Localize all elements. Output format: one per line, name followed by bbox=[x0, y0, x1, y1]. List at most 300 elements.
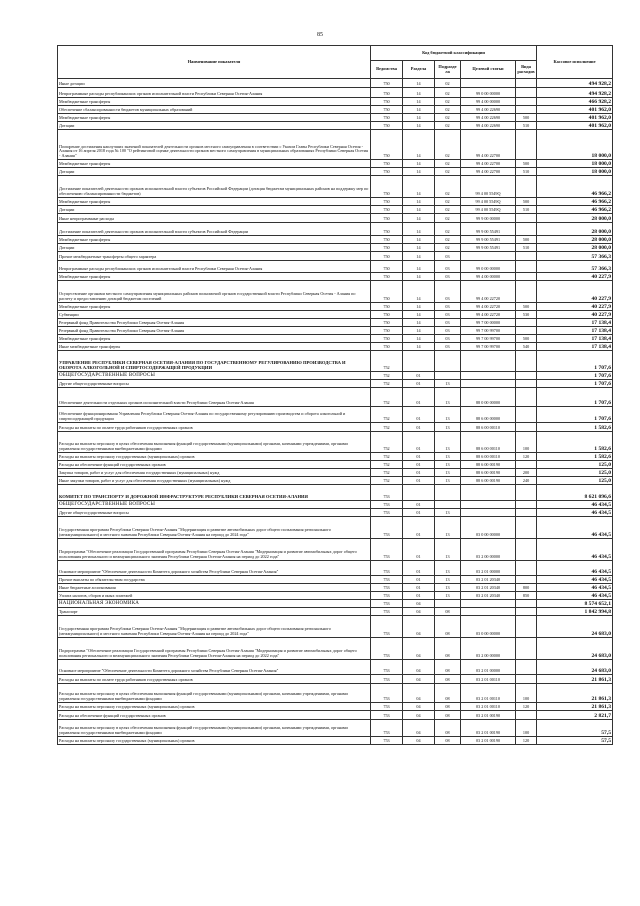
cell-amount: 21 861,3 bbox=[537, 684, 613, 703]
cell-subsection-code: 02 bbox=[435, 79, 461, 88]
cell-amount: 8 574 652,1 bbox=[537, 600, 613, 608]
cell-target-article-code: 03 2 01 20340 bbox=[461, 584, 516, 592]
cell-section-code: 01 bbox=[403, 517, 435, 539]
cell-department-code: 750 bbox=[371, 236, 403, 244]
cell-department-code: 753 bbox=[371, 584, 403, 592]
cell-section-code: 14 bbox=[403, 88, 435, 98]
cell-target-article-code bbox=[461, 252, 516, 261]
cell-section-code: 04 bbox=[403, 660, 435, 675]
cell-section-code: 14 bbox=[403, 252, 435, 261]
cell-amount: 8 621 096,6 bbox=[537, 485, 613, 501]
cell-expense-type-code bbox=[516, 616, 537, 638]
cell-subsection-code: 02 bbox=[435, 114, 461, 122]
cell-amount: 125,0 bbox=[537, 477, 613, 485]
cell-department-code: 752 bbox=[371, 432, 403, 453]
cell-name: Уплата налогов, сборов и иных платежей bbox=[58, 592, 371, 600]
cell-department-code: 753 bbox=[371, 592, 403, 600]
table-row bbox=[58, 608, 613, 616]
cell-department-code: 753 bbox=[371, 660, 403, 675]
cell-name: Межбюджетные трансферты bbox=[58, 236, 371, 244]
cell-expense-type-code bbox=[516, 130, 537, 160]
cell-department-code: 750 bbox=[371, 319, 403, 327]
cell-subsection-code: 03 bbox=[435, 273, 461, 281]
cell-target-article-code: 99 4 00 5549Q bbox=[461, 206, 516, 214]
cell-name: Иные непрограммные расходы bbox=[58, 214, 371, 223]
cell-department-code: 750 bbox=[371, 114, 403, 122]
cell-expense-type-code: 850 bbox=[516, 592, 537, 600]
cell-target-article-code: 03 2 01 00110 bbox=[461, 703, 516, 711]
cell-name: Основное мероприятие "Обеспечение деятельности Комитета дорожного хозяйства Республики Северная Осетия-Алания" bbox=[58, 660, 371, 675]
cell-target-article-code bbox=[461, 380, 516, 388]
cell-target-article-code: 99 4 00 22690 bbox=[461, 106, 516, 114]
cell-section-code: 04 bbox=[403, 638, 435, 660]
cell-amount: 1 582,6 bbox=[537, 453, 613, 461]
cell-amount: 40 227,9 bbox=[537, 273, 613, 281]
cell-section-code bbox=[403, 351, 435, 372]
cell-target-article-code: 03 2 01 00190 bbox=[461, 711, 516, 720]
cell-name: ОБЩЕГОСУДАРСТВЕННЫЕ ВОПРОСЫ bbox=[58, 372, 371, 380]
cell-name: Обеспечение деятельности отдельных органов исполнительной власти Республики Северная Осетия-Алания bbox=[58, 388, 371, 407]
cell-department-code: 752 bbox=[371, 380, 403, 388]
cell-target-article-code: 88 6 00 00110 bbox=[461, 432, 516, 453]
cell-target-article-code: 03 2 01 00000 bbox=[461, 561, 516, 576]
cell-section-code: 01 bbox=[403, 432, 435, 453]
table-row bbox=[58, 461, 613, 469]
cell-subsection-code: 03 bbox=[435, 311, 461, 319]
cell-target-article-code: 99 4 00 22700 bbox=[461, 168, 516, 176]
table-row bbox=[58, 684, 613, 703]
cell-section-code: 01 bbox=[403, 372, 435, 380]
cell-target-article-code: 99 4 00 22720 bbox=[461, 303, 516, 311]
cell-target-article-code: 88 6 00 00000 bbox=[461, 407, 516, 423]
cell-subsection-code: 02 bbox=[435, 98, 461, 106]
cell-subsection-code: 08 bbox=[435, 684, 461, 703]
cell-section-code: 14 bbox=[403, 273, 435, 281]
cell-subsection-code: 13 bbox=[435, 592, 461, 600]
cell-department-code: 752 bbox=[371, 388, 403, 407]
cell-section-code: 04 bbox=[403, 600, 435, 608]
cell-subsection-code: 03 bbox=[435, 335, 461, 343]
cell-name: Достижение показателей деятельности органов исполнительной власти субъектов Российской Федерации (дотация бюджетам муниципальных районов на поддержку мер по обеспечению сбалансированности бюджетов) bbox=[58, 176, 371, 198]
cell-department-code: 753 bbox=[371, 616, 403, 638]
cell-name: Межбюджетные трансферты bbox=[58, 273, 371, 281]
cell-expense-type-code: 510 bbox=[516, 244, 537, 252]
cell-department-code: 752 bbox=[371, 469, 403, 477]
cell-section-code: 14 bbox=[403, 79, 435, 88]
cell-subsection-code bbox=[435, 600, 461, 608]
cell-amount: 17 138,4 bbox=[537, 343, 613, 351]
header-budget-codes: Код бюджетной классификации bbox=[371, 46, 537, 61]
cell-department-code: 750 bbox=[371, 130, 403, 160]
cell-section-code: 01 bbox=[403, 539, 435, 561]
cell-amount: 1 707,6 bbox=[537, 407, 613, 423]
cell-expense-type-code bbox=[516, 461, 537, 469]
cell-department-code: 750 bbox=[371, 160, 403, 168]
cell-name: Обеспечение сбалансированности бюджетов муниципальных образований bbox=[58, 106, 371, 114]
cell-name: НАЦИОНАЛЬНАЯ ЭКОНОМИКА bbox=[58, 600, 371, 608]
cell-subsection-code: 02 bbox=[435, 214, 461, 223]
cell-expense-type-code bbox=[516, 660, 537, 675]
cell-target-article-code bbox=[461, 509, 516, 517]
cell-expense-type-code bbox=[516, 176, 537, 198]
cell-name: Иные бюджетные ассигнования bbox=[58, 584, 371, 592]
cell-expense-type-code bbox=[516, 608, 537, 616]
cell-department-code: 753 bbox=[371, 509, 403, 517]
cell-subsection-code: 03 bbox=[435, 281, 461, 303]
cell-section-code: 04 bbox=[403, 675, 435, 684]
cell-amount: 2 821,7 bbox=[537, 711, 613, 720]
cell-expense-type-code bbox=[516, 501, 537, 509]
cell-expense-type-code: 120 bbox=[516, 703, 537, 711]
cell-subsection-code: 13 bbox=[435, 380, 461, 388]
cell-target-article-code bbox=[461, 372, 516, 380]
cell-department-code: 750 bbox=[371, 311, 403, 319]
cell-name: Расходы на выплаты персоналу государственных (муниципальных) органов bbox=[58, 453, 371, 461]
cell-amount: 21 861,3 bbox=[537, 675, 613, 684]
cell-subsection-code: 02 bbox=[435, 168, 461, 176]
table-row bbox=[58, 561, 613, 576]
cell-department-code: 753 bbox=[371, 485, 403, 501]
cell-section-code: 14 bbox=[403, 244, 435, 252]
cell-name: Межбюджетные трансферты bbox=[58, 98, 371, 106]
cell-department-code: 752 bbox=[371, 461, 403, 469]
cell-name: Транспорт bbox=[58, 608, 371, 616]
cell-target-article-code: 99 0 00 00000 bbox=[461, 261, 516, 273]
cell-expense-type-code bbox=[516, 675, 537, 684]
cell-target-article-code: 99 7 00 99700 bbox=[461, 343, 516, 351]
cell-target-article-code: 03 2 01 00190 bbox=[461, 720, 516, 737]
cell-section-code: 14 bbox=[403, 130, 435, 160]
table-row bbox=[58, 720, 613, 737]
cell-target-article-code: 99 9 00 00000 bbox=[461, 214, 516, 223]
table-row bbox=[58, 303, 613, 311]
cell-subsection-code: 13 bbox=[435, 477, 461, 485]
cell-target-article-code: 03 2 00 00000 bbox=[461, 638, 516, 660]
cell-name: УПРАВЛЕНИЕ РЕСПУБЛИКИ СЕВЕРНАЯ ОСЕТИЯ-АЛАНИЯ ПО ГОСУДАРСТВЕННОМУ РЕГУЛИРОВАНИЮ ПРОИЗВОДСТВА И ОБОРОТА АЛКОГОЛЬНОЙ И СПИРТОСОДЕРЖАЩЕЙ ПРОДУКЦИИ bbox=[58, 351, 371, 372]
cell-name: Государственная программа Республики Северная Осетия-Алания "Модернизация и развитие автомобильных дорог общего пользования регионального (межмуниципального) и местного значения Республики Северная Осетия-Алания на период до 2024 года" bbox=[58, 616, 371, 638]
cell-expense-type-code: 510 bbox=[516, 168, 537, 176]
cell-subsection-code: 13 bbox=[435, 453, 461, 461]
cell-expense-type-code bbox=[516, 600, 537, 608]
table-row bbox=[58, 335, 613, 343]
cell-subsection-code: 13 bbox=[435, 423, 461, 432]
cell-amount: 46 966,2 bbox=[537, 206, 613, 214]
cell-name: Другие общегосударственные вопросы bbox=[58, 380, 371, 388]
cell-subsection-code: 08 bbox=[435, 660, 461, 675]
table-row bbox=[58, 469, 613, 477]
cell-section-code: 04 bbox=[403, 737, 435, 745]
table-row bbox=[58, 343, 613, 351]
cell-name: Межбюджетные трансферты bbox=[58, 160, 371, 168]
cell-department-code: 753 bbox=[371, 501, 403, 509]
cell-section-code: 14 bbox=[403, 98, 435, 106]
cell-name: Поощрение достижения наилучших значений показателей деятельности органов местного самоуправления в соответствии с Указом Главы Республики Северная Осетия - Алания от 16 апреля 2018 года № 100 "О рейтинговой оценке деятельности органов местного самоуправления в муниципальных образованиях Республики Северная Осетия - Алания" bbox=[58, 130, 371, 160]
table-row bbox=[58, 273, 613, 281]
cell-department-code: 750 bbox=[371, 261, 403, 273]
cell-amount: 28 000,0 bbox=[537, 236, 613, 244]
cell-target-article-code: 99 4 00 22690 bbox=[461, 122, 516, 130]
cell-name: Расходы на обеспечение функций государственных органов bbox=[58, 461, 371, 469]
cell-expense-type-code: 500 bbox=[516, 198, 537, 206]
table-row bbox=[58, 351, 613, 372]
table-row bbox=[58, 584, 613, 592]
header-indicator-name: Наименование показателя bbox=[58, 46, 371, 79]
cell-amount: 1 707,6 bbox=[537, 351, 613, 372]
cell-expense-type-code bbox=[516, 319, 537, 327]
cell-expense-type-code bbox=[516, 106, 537, 114]
cell-name: Межбюджетные трансферты bbox=[58, 303, 371, 311]
cell-target-article-code: 88 6 00 00110 bbox=[461, 423, 516, 432]
cell-target-article-code: 88 6 00 00190 bbox=[461, 469, 516, 477]
cell-expense-type-code: 500 bbox=[516, 160, 537, 168]
cell-name: ОБЩЕГОСУДАРСТВЕННЫЕ ВОПРОСЫ bbox=[58, 501, 371, 509]
cell-amount: 46 966,2 bbox=[537, 176, 613, 198]
cell-amount: 57,5 bbox=[537, 737, 613, 745]
cell-name: Закупка товаров, работ и услуг для обеспечения государственных (муниципальных) нужд bbox=[58, 469, 371, 477]
cell-expense-type-code: 100 bbox=[516, 720, 537, 737]
cell-department-code: 753 bbox=[371, 576, 403, 584]
cell-expense-type-code: 800 bbox=[516, 584, 537, 592]
cell-expense-type-code bbox=[516, 98, 537, 106]
cell-name: Государственная программа Республики Северная Осетия-Алания "Модернизация и развитие автомобильных дорог общего пользования регионального (межмуниципального) и местного значения Республики Северная Осетия-Алания на период до 2024 года" bbox=[58, 517, 371, 539]
cell-expense-type-code bbox=[516, 485, 537, 501]
cell-subsection-code: 03 bbox=[435, 343, 461, 351]
cell-expense-type-code bbox=[516, 273, 537, 281]
cell-expense-type-code: 120 bbox=[516, 737, 537, 745]
cell-target-article-code bbox=[461, 600, 516, 608]
cell-name: Расходы на выплаты персоналу в целях обеспечения выполнения функций государственными (муниципальными) органами, казенными учреждениями, органами управления государственными внебюджетными фондами bbox=[58, 432, 371, 453]
cell-name: Другие общегосударственные вопросы bbox=[58, 509, 371, 517]
cell-subsection-code: 08 bbox=[435, 608, 461, 616]
cell-department-code: 750 bbox=[371, 214, 403, 223]
cell-section-code: 01 bbox=[403, 461, 435, 469]
cell-target-article-code bbox=[461, 351, 516, 372]
cell-target-article-code: 03 2 01 00000 bbox=[461, 660, 516, 675]
cell-subsection-code: 02 bbox=[435, 236, 461, 244]
cell-section-code: 01 bbox=[403, 509, 435, 517]
cell-expense-type-code: 530 bbox=[516, 311, 537, 319]
cell-expense-type-code bbox=[516, 281, 537, 303]
cell-amount: 494 928,2 bbox=[537, 88, 613, 98]
table-row bbox=[58, 616, 613, 638]
cell-expense-type-code bbox=[516, 423, 537, 432]
cell-amount: 401 962,0 bbox=[537, 114, 613, 122]
cell-target-article-code: 88 6 00 00190 bbox=[461, 461, 516, 469]
cell-amount: 57 366,3 bbox=[537, 261, 613, 273]
table-row bbox=[58, 477, 613, 485]
cell-department-code: 753 bbox=[371, 600, 403, 608]
cell-section-code: 01 bbox=[403, 576, 435, 584]
cell-expense-type-code bbox=[516, 388, 537, 407]
cell-target-article-code: 99 9 00 55491 bbox=[461, 244, 516, 252]
cell-name: КОМИТЕТ ПО ТРАНСПОРТУ И ДОРОЖНОЙ ИНФРАСТРУКТУРЕ РЕСПУБЛИКИ СЕВЕРНАЯ ОСЕТИЯ-АЛАНИЯ bbox=[58, 485, 371, 501]
table-row bbox=[58, 517, 613, 539]
table-row bbox=[58, 168, 613, 176]
cell-department-code: 753 bbox=[371, 684, 403, 703]
cell-section-code: 14 bbox=[403, 335, 435, 343]
cell-amount: 17 138,4 bbox=[537, 319, 613, 327]
table-row bbox=[58, 206, 613, 214]
cell-expense-type-code bbox=[516, 509, 537, 517]
cell-section-code: 14 bbox=[403, 261, 435, 273]
cell-name: Межбюджетные трансферты bbox=[58, 198, 371, 206]
cell-section-code: 04 bbox=[403, 720, 435, 737]
cell-amount: 28 000,0 bbox=[537, 214, 613, 223]
cell-target-article-code: 99 4 00 22700 bbox=[461, 130, 516, 160]
cell-target-article-code: 88 6 00 00110 bbox=[461, 453, 516, 461]
cell-target-article-code: 99 4 00 22720 bbox=[461, 281, 516, 303]
cell-department-code: 752 bbox=[371, 423, 403, 432]
table-row bbox=[58, 592, 613, 600]
cell-expense-type-code: 240 bbox=[516, 477, 537, 485]
cell-expense-type-code: 510 bbox=[516, 122, 537, 130]
cell-expense-type-code: 120 bbox=[516, 453, 537, 461]
cell-subsection-code: 02 bbox=[435, 244, 461, 252]
cell-name: Расходы на выплаты персоналу государственных (муниципальных) органов bbox=[58, 737, 371, 745]
cell-amount: 494 928,2 bbox=[537, 79, 613, 88]
cell-expense-type-code bbox=[516, 252, 537, 261]
cell-subsection-code: 02 bbox=[435, 198, 461, 206]
cell-amount: 46 434,5 bbox=[537, 576, 613, 584]
cell-department-code: 750 bbox=[371, 206, 403, 214]
cell-expense-type-code bbox=[516, 407, 537, 423]
table-row bbox=[58, 114, 613, 122]
cell-subsection-code: 02 bbox=[435, 223, 461, 236]
cell-section-code: 14 bbox=[403, 168, 435, 176]
table-row bbox=[58, 261, 613, 273]
cell-amount: 1 707,6 bbox=[537, 372, 613, 380]
cell-section-code: 04 bbox=[403, 711, 435, 720]
cell-target-article-code bbox=[461, 79, 516, 88]
table-row bbox=[58, 106, 613, 114]
cell-name: Расходы на обеспечение функций государственных органов bbox=[58, 711, 371, 720]
cell-name: Расходы на выплаты персоналу в целях обеспечения выполнения функций государственными (муниципальными) органами, казенными учреждениями, органами управления государственными внебюджетными фондами bbox=[58, 720, 371, 737]
cell-amount: 46 966,2 bbox=[537, 198, 613, 206]
table-row bbox=[58, 576, 613, 584]
cell-name: Обеспечение функционирования Управления Республики Северная Осетия-Алания по государственному регулированию производства и оборота алкогольной и спиртосодержащей продукции bbox=[58, 407, 371, 423]
cell-amount: 46 434,5 bbox=[537, 539, 613, 561]
cell-subsection-code: 03 bbox=[435, 319, 461, 327]
cell-department-code: 750 bbox=[371, 327, 403, 335]
table-row bbox=[58, 319, 613, 327]
cell-name: Дотации bbox=[58, 206, 371, 214]
cell-expense-type-code bbox=[516, 372, 537, 380]
cell-expense-type-code: 500 bbox=[516, 335, 537, 343]
cell-expense-type-code bbox=[516, 327, 537, 335]
cell-subsection-code: 13 bbox=[435, 517, 461, 539]
cell-amount: 1 842 994,8 bbox=[537, 608, 613, 616]
cell-department-code: 753 bbox=[371, 539, 403, 561]
cell-section-code: 14 bbox=[403, 319, 435, 327]
cell-subsection-code: 03 bbox=[435, 252, 461, 261]
cell-department-code: 750 bbox=[371, 244, 403, 252]
cell-name: Межбюджетные трансферты bbox=[58, 114, 371, 122]
cell-name: Прочие выплаты по обязательствам государства bbox=[58, 576, 371, 584]
cell-subsection-code bbox=[435, 485, 461, 501]
cell-amount: 46 434,5 bbox=[537, 592, 613, 600]
cell-section-code: 01 bbox=[403, 469, 435, 477]
table-row bbox=[58, 711, 613, 720]
cell-section-code: 14 bbox=[403, 198, 435, 206]
table-row bbox=[58, 327, 613, 335]
budget-execution-table bbox=[57, 45, 613, 745]
cell-subsection-code: 13 bbox=[435, 432, 461, 453]
cell-amount: 401 962,0 bbox=[537, 106, 613, 114]
cell-section-code: 01 bbox=[403, 380, 435, 388]
header-department: Ведомства bbox=[371, 61, 403, 79]
cell-name: Резервный фонд Правительства Республики Северная Осетия-Алания bbox=[58, 319, 371, 327]
cell-name: Дотации bbox=[58, 122, 371, 130]
table-row bbox=[58, 660, 613, 675]
cell-expense-type-code bbox=[516, 351, 537, 372]
cell-name: Основное мероприятие "Обеспечение деятельности Комитета дорожного хозяйства Республики Северная Осетия-Алания" bbox=[58, 561, 371, 576]
cell-amount: 125,0 bbox=[537, 461, 613, 469]
cell-target-article-code: 03 2 01 20340 bbox=[461, 576, 516, 584]
cell-expense-type-code bbox=[516, 79, 537, 88]
cell-target-article-code: 99 9 00 55491 bbox=[461, 223, 516, 236]
table-row bbox=[58, 703, 613, 711]
cell-name: Субвенции bbox=[58, 311, 371, 319]
cell-department-code: 752 bbox=[371, 477, 403, 485]
cell-name: Иные дотации bbox=[58, 79, 371, 88]
table-row bbox=[58, 432, 613, 453]
cell-name: Прочие межбюджетные трансферты общего характера bbox=[58, 252, 371, 261]
page-number: 85 bbox=[317, 32, 323, 38]
table-row bbox=[58, 130, 613, 160]
cell-subsection-code: 13 bbox=[435, 561, 461, 576]
table-row bbox=[58, 501, 613, 509]
cell-expense-type-code: 500 bbox=[516, 114, 537, 122]
cell-expense-type-code bbox=[516, 380, 537, 388]
cell-amount: 18 000,0 bbox=[537, 160, 613, 168]
cell-subsection-code bbox=[435, 501, 461, 509]
cell-subsection-code: 13 bbox=[435, 388, 461, 407]
header-subsection: Подразде ла bbox=[435, 61, 461, 79]
cell-name: Непрограммные расходы республиканских органов исполнительной власти Республики Северная Осетия-Алания bbox=[58, 261, 371, 273]
cell-amount: 46 434,5 bbox=[537, 501, 613, 509]
table-row bbox=[58, 638, 613, 660]
cell-section-code: 14 bbox=[403, 327, 435, 335]
cell-target-article-code: 03 2 01 00190 bbox=[461, 737, 516, 745]
cell-section-code: 01 bbox=[403, 592, 435, 600]
table-row bbox=[58, 509, 613, 517]
cell-expense-type-code bbox=[516, 517, 537, 539]
table-row bbox=[58, 380, 613, 388]
cell-department-code: 753 bbox=[371, 675, 403, 684]
table-row bbox=[58, 737, 613, 745]
cell-amount: 46 434,5 bbox=[537, 509, 613, 517]
table-row bbox=[58, 223, 613, 236]
cell-subsection-code: 02 bbox=[435, 130, 461, 160]
table-row bbox=[58, 214, 613, 223]
cell-subsection-code: 03 bbox=[435, 261, 461, 273]
cell-subsection-code: 13 bbox=[435, 407, 461, 423]
cell-subsection-code: 13 bbox=[435, 509, 461, 517]
cell-section-code: 01 bbox=[403, 388, 435, 407]
cell-amount: 46 434,5 bbox=[537, 517, 613, 539]
cell-subsection-code: 02 bbox=[435, 122, 461, 130]
table-row bbox=[58, 252, 613, 261]
cell-amount: 125,0 bbox=[537, 469, 613, 477]
cell-department-code: 750 bbox=[371, 98, 403, 106]
cell-amount: 57 366,3 bbox=[537, 252, 613, 261]
table-row bbox=[58, 160, 613, 168]
cell-target-article-code: 88 6 00 00190 bbox=[461, 477, 516, 485]
cell-amount: 28 000,0 bbox=[537, 244, 613, 252]
cell-expense-type-code bbox=[516, 261, 537, 273]
cell-department-code: 753 bbox=[371, 608, 403, 616]
cell-target-article-code: 99 7 00 99700 bbox=[461, 335, 516, 343]
